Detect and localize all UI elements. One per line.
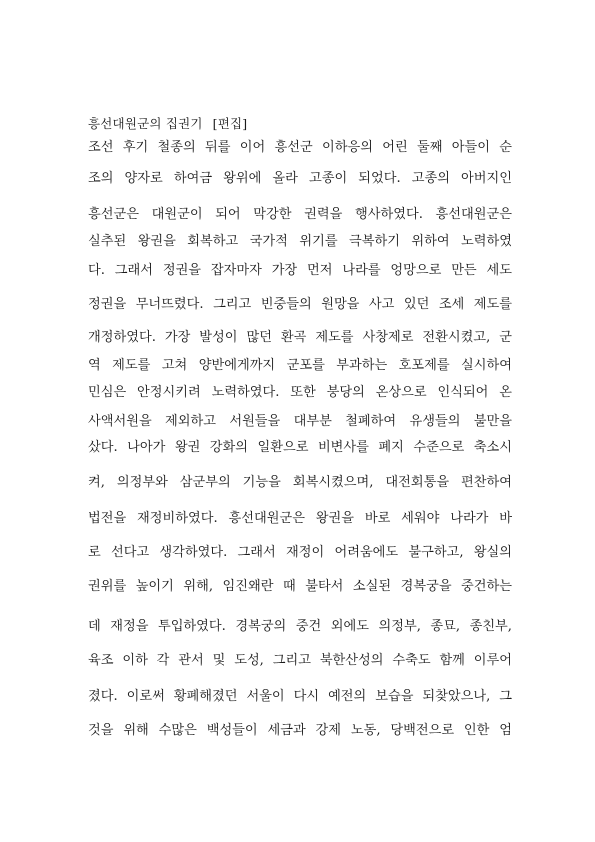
paragraph-line: 민심은 안정시키려 노력하였다. 또한 붕당의 온상으로 인식되어 온 (88, 385, 512, 400)
paragraph-line: 법전을 재정비하였다. 흥선대원군은 왕권을 바로 세워야 나라가 바 (88, 511, 512, 526)
paragraph-line: 권위를 높이기 위해, 임진왜란 때 불타서 소실된 경복궁을 중건하는 (88, 579, 512, 594)
paragraph-line: 사액서원을 제외하고 서원들을 대부분 철폐하여 유생들의 불만을 (88, 414, 512, 429)
paragraph-line: 실추된 왕권을 회복하고 국가적 위기를 극복하기 위하여 노력하였 (88, 234, 512, 249)
paragraph-line: 켜, 의정부와 삼군부의 기능을 회복시켰으며, 대전회통을 편찬하여 (88, 475, 512, 490)
paragraph-line: 흥선군은 대원군이 되어 막강한 권력을 행사하였다. 흥선대원군은 (88, 207, 512, 222)
paragraph-line: 육조 이하 각 관서 및 도성, 그리고 북한산성의 수축도 함께 이루어 (88, 653, 512, 668)
paragraph-line: 것을 위해 수많은 백성들이 세금과 강제 노동, 당백전으로 인한 엄 (88, 723, 512, 738)
paragraph-line: 졌다. 이로써 황폐해졌던 서울이 다시 예전의 보습을 되찾았으나, 그 (88, 689, 512, 704)
edit-link[interactable]: [편집] (212, 116, 248, 131)
paragraph-line: 데 재정을 투입하였다. 경복궁의 중건 외에도 의정부, 종묘, 종친부, (88, 619, 512, 634)
paragraph-line: 역 제도를 고쳐 양반에게까지 군포를 부과하는 호포제를 실시하여 (88, 358, 512, 373)
paragraph-line: 로 선다고 생각하였다. 그래서 재정이 어려움에도 불구하고, 왕실의 (88, 545, 512, 560)
paragraph-line: 샀다. 나아가 왕권 강화의 일환으로 비변사를 폐지 수준으로 축소시 (88, 440, 512, 455)
paragraph-line: 다. 그래서 정권을 잡자마자 가장 먼저 나라를 엉망으로 만든 세도 (88, 263, 512, 278)
paragraph-line: 정권을 무너뜨렸다. 그리고 빈중들의 원망을 사고 있던 조세 제도를 (88, 297, 512, 312)
paragraph-line: 조선 후기 철종의 뒤를 이어 흥선군 이하응의 어린 둘째 아들이 순 (88, 140, 512, 155)
paragraph-line: 조의 양자로 하여금 왕위에 올라 고종이 되었다. 고종의 아버지인 (88, 171, 512, 186)
section-title: 흥선대원군의 집권기 (88, 116, 203, 131)
section-heading (88, 114, 247, 132)
paragraph-line: 개정하였다. 가장 발성이 많던 환곡 제도를 사창제로 전환시켰고, 군 (88, 330, 512, 345)
